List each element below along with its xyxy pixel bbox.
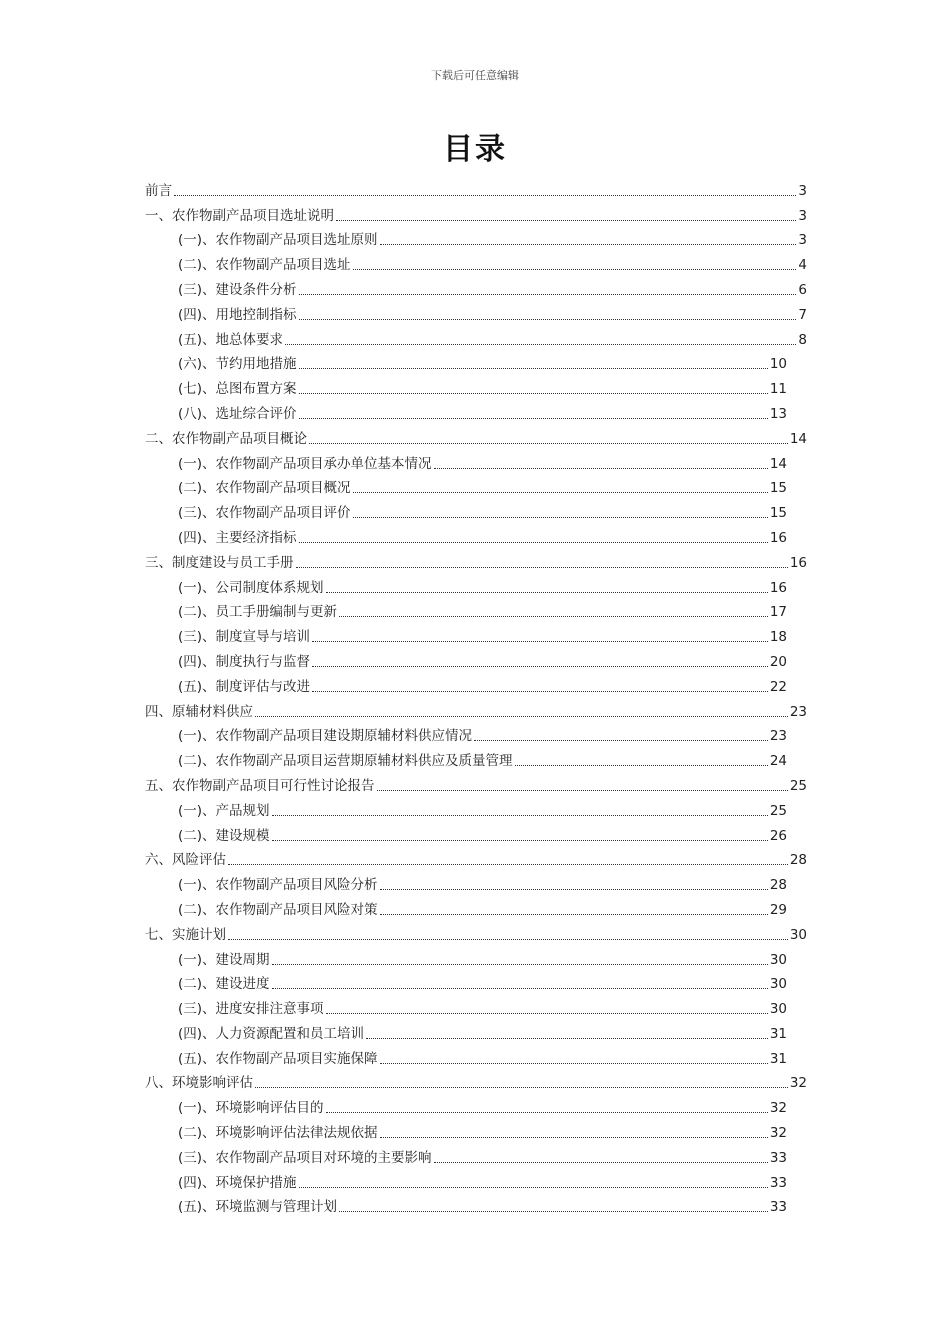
toc-entry-label: (六)、节约用地措施 <box>178 356 297 373</box>
toc-leader-dots <box>272 815 768 816</box>
toc-entry-label: 七、实施计划 <box>145 926 226 943</box>
toc-entry[interactable] <box>145 646 807 671</box>
toc-entry[interactable] <box>145 894 807 919</box>
toc-entry-page: 26 <box>769 827 787 844</box>
toc-entry-page: 3 <box>798 207 807 224</box>
toc-entry-page: 25 <box>769 802 787 819</box>
toc-entry-label: (三)、进度安排注意事项 <box>178 1001 324 1018</box>
toc-entry[interactable] <box>145 919 807 944</box>
toc-entry-page: 18 <box>769 629 787 646</box>
toc-entry[interactable] <box>145 200 807 225</box>
toc-leader-dots <box>377 790 788 791</box>
toc-leader-dots <box>272 988 768 989</box>
toc-entry-label: (五)、农作物副产品项目实施保障 <box>178 1050 378 1067</box>
toc-entry[interactable] <box>145 1117 807 1142</box>
toc-entry[interactable] <box>145 473 807 498</box>
toc-entry[interactable] <box>145 299 807 324</box>
toc-entry-label: (一)、农作物副产品项目承办单位基本情况 <box>178 455 432 472</box>
toc-entry-label: (二)、农作物副产品项目运营期原辅材料供应及质量管理 <box>178 753 513 770</box>
toc-entry-page: 30 <box>769 951 787 968</box>
toc-leader-dots <box>255 716 788 717</box>
toc-leader-dots <box>353 269 797 270</box>
toc-entry[interactable] <box>145 1043 807 1068</box>
toc-entry-page: 7 <box>798 306 807 323</box>
toc-entry-page: 3 <box>798 182 807 199</box>
toc-entry-page: 11 <box>769 381 787 398</box>
toc-entry[interactable] <box>145 795 807 820</box>
toc-leader-dots <box>312 641 768 642</box>
toc-entry-label: (四)、环境保护措施 <box>178 1174 297 1191</box>
toc-entry-label: 前言 <box>145 182 172 199</box>
toc-entry-page: 31 <box>769 1050 787 1067</box>
toc-entry-label: (四)、用地控制指标 <box>178 306 297 323</box>
toc-leader-dots <box>339 1211 768 1212</box>
toc-entry[interactable] <box>145 770 807 795</box>
toc-entry-label: (四)、主要经济指标 <box>178 529 297 546</box>
toc-leader-dots <box>285 344 796 345</box>
toc-entry-label: (二)、农作物副产品项目选址 <box>178 257 351 274</box>
toc-entry[interactable] <box>145 696 807 721</box>
toc-leader-dots <box>228 939 788 940</box>
toc-entry[interactable] <box>145 274 807 299</box>
toc-entry-page: 30 <box>789 926 807 943</box>
toc-entry-page: 17 <box>769 604 787 621</box>
toc-leader-dots <box>228 864 788 865</box>
toc-leader-dots <box>326 1013 768 1014</box>
toc-leader-dots <box>272 840 768 841</box>
toc-entry[interactable] <box>145 249 807 274</box>
toc-entry-label: 四、原辅材料供应 <box>145 703 253 720</box>
toc-entry-page: 31 <box>769 1025 787 1042</box>
toc-entry[interactable] <box>145 721 807 746</box>
toc-entry[interactable] <box>145 1018 807 1043</box>
toc-leader-dots <box>366 1038 768 1039</box>
toc-entry[interactable] <box>145 448 807 473</box>
toc-leader-dots <box>299 1187 768 1188</box>
toc-leader-dots <box>380 1137 768 1138</box>
toc-entry-page: 15 <box>769 480 787 497</box>
toc-leader-dots <box>515 765 768 766</box>
toc-entry-label: 二、农作物副产品项目概论 <box>145 430 307 447</box>
toc-entry-label: (一)、农作物副产品项目选址原则 <box>178 232 378 249</box>
toc-leader-dots <box>299 542 768 543</box>
toc-entry-label: (三)、农作物副产品项目评价 <box>178 505 351 522</box>
toc-entry-label: (五)、环境监测与管理计划 <box>178 1199 338 1216</box>
toc-entry-page: 13 <box>769 405 787 422</box>
toc-leader-dots <box>353 492 768 493</box>
toc-entry[interactable] <box>145 522 807 547</box>
toc-title: 目录 <box>443 132 507 167</box>
toc-entry-label: 八、环境影响评估 <box>145 1075 253 1092</box>
header-note: 下载后可任意编辑 <box>431 69 519 82</box>
toc-leader-dots <box>299 319 797 320</box>
toc-entry-page: 33 <box>769 1149 787 1166</box>
toc-entry[interactable] <box>145 349 807 374</box>
toc-leader-dots <box>380 1063 768 1064</box>
toc-entry[interactable] <box>145 621 807 646</box>
toc-entry-page: 29 <box>769 901 787 918</box>
toc-entry-page: 24 <box>769 753 787 770</box>
toc-entry[interactable] <box>145 944 807 969</box>
toc-entry[interactable] <box>145 597 807 622</box>
toc-entry[interactable] <box>145 969 807 994</box>
toc-entry[interactable] <box>145 324 807 349</box>
toc-entry[interactable] <box>145 1092 807 1117</box>
toc-entry-label: (一)、环境影响评估目的 <box>178 1100 324 1117</box>
toc-entry-page: 16 <box>789 554 807 571</box>
toc-leader-dots <box>174 195 796 196</box>
toc-entry-page: 4 <box>798 257 807 274</box>
toc-entry-label: (二)、环境影响评估法律法规依据 <box>178 1125 378 1142</box>
toc-entry[interactable] <box>145 497 807 522</box>
toc-leader-dots <box>474 740 768 741</box>
toc-leader-dots <box>326 592 768 593</box>
toc-entry[interactable] <box>145 398 807 423</box>
toc-entry-page: 28 <box>789 852 807 869</box>
toc-entry-page: 14 <box>769 455 787 472</box>
toc-entry[interactable] <box>145 373 807 398</box>
toc-entry-label: (一)、建设周期 <box>178 951 270 968</box>
toc-entry-label: (二)、员工手册编制与更新 <box>178 604 338 621</box>
toc-entry-page: 30 <box>769 976 787 993</box>
toc-entry[interactable] <box>145 671 807 696</box>
toc-leader-dots <box>312 666 768 667</box>
toc-entry-page: 33 <box>769 1199 787 1216</box>
toc-entry-page: 32 <box>789 1075 807 1092</box>
toc-entry-page: 14 <box>789 430 807 447</box>
toc-entry-page: 32 <box>769 1100 787 1117</box>
toc-entry[interactable] <box>145 1167 807 1192</box>
toc-entry-page: 22 <box>769 678 787 695</box>
toc-entry[interactable] <box>145 993 807 1018</box>
toc-leader-dots <box>299 393 768 394</box>
toc-entry-page: 33 <box>769 1174 787 1191</box>
toc-entry-page: 20 <box>769 653 787 670</box>
toc-entry-label: (二)、建设进度 <box>178 976 270 993</box>
toc-entry-label: (二)、农作物副产品项目风险对策 <box>178 901 378 918</box>
toc-entry-page: 6 <box>798 281 807 298</box>
toc-entry-page: 3 <box>798 232 807 249</box>
toc-entry-label: (八)、选址综合评价 <box>178 405 297 422</box>
toc-entry[interactable] <box>145 869 807 894</box>
toc-entry-page: 32 <box>769 1125 787 1142</box>
toc-entry-label: (三)、建设条件分析 <box>178 281 297 298</box>
toc-entry[interactable] <box>145 547 807 572</box>
toc-leader-dots <box>299 418 768 419</box>
toc-entry-page: 8 <box>798 331 807 348</box>
toc-leader-dots <box>380 889 768 890</box>
toc-entry[interactable] <box>145 175 807 200</box>
toc-leader-dots <box>326 1112 768 1113</box>
toc-entry[interactable] <box>145 1192 807 1217</box>
toc-leader-dots <box>336 220 796 221</box>
toc-leader-dots <box>309 443 788 444</box>
toc-entry[interactable] <box>145 572 807 597</box>
toc-entry-page: 15 <box>769 505 787 522</box>
toc-leader-dots <box>380 914 768 915</box>
toc-entry-label: (七)、总图布置方案 <box>178 381 297 398</box>
toc-entry-label: (四)、制度执行与监督 <box>178 653 311 670</box>
toc-entry[interactable] <box>145 845 807 870</box>
toc-entry-label: 三、制度建设与员工手册 <box>145 554 294 571</box>
toc-entry[interactable] <box>145 745 807 770</box>
toc-entry-label: (一)、产品规划 <box>178 802 270 819</box>
toc-entry-label: (三)、农作物副产品项目对环境的主要影响 <box>178 1149 432 1166</box>
toc-entry-page: 23 <box>789 703 807 720</box>
toc-entry-page: 16 <box>769 529 787 546</box>
toc-entry-page: 25 <box>789 777 807 794</box>
toc-entry-label: (四)、人力资源配置和员工培训 <box>178 1025 365 1042</box>
toc-leader-dots <box>255 1087 788 1088</box>
toc-entry-label: (一)、农作物副产品项目风险分析 <box>178 877 378 894</box>
toc-leader-dots <box>434 468 768 469</box>
toc-entry[interactable] <box>145 423 807 448</box>
toc-entry-page: 30 <box>769 1001 787 1018</box>
toc-entry-label: (一)、公司制度体系规划 <box>178 579 324 596</box>
toc-entry[interactable] <box>145 1142 807 1167</box>
toc-entry-label: 六、风险评估 <box>145 852 226 869</box>
toc-entry-label: (五)、地总体要求 <box>178 331 284 348</box>
toc-entry-page: 16 <box>769 579 787 596</box>
toc-entry-label: (一)、农作物副产品项目建设期原辅材料供应情况 <box>178 728 473 745</box>
toc-leader-dots <box>353 517 768 518</box>
toc-entry-label: (二)、建设规模 <box>178 827 270 844</box>
toc-leader-dots <box>299 294 797 295</box>
toc-entry[interactable] <box>145 225 807 250</box>
toc-entry-label: (二)、农作物副产品项目概况 <box>178 480 351 497</box>
toc-entry-page: 28 <box>769 877 787 894</box>
toc-entry-label: (五)、制度评估与改进 <box>178 678 311 695</box>
toc-leader-dots <box>434 1162 768 1163</box>
toc-leader-dots <box>296 567 788 568</box>
toc-entry[interactable] <box>145 1068 807 1093</box>
toc-entry-label: (三)、制度宣导与培训 <box>178 629 311 646</box>
toc-leader-dots <box>339 616 768 617</box>
toc-leader-dots <box>272 964 768 965</box>
toc-leader-dots <box>380 244 797 245</box>
table-of-contents <box>145 175 807 1216</box>
toc-leader-dots <box>312 691 768 692</box>
toc-entry-page: 10 <box>769 356 787 373</box>
toc-entry-page: 23 <box>769 728 787 745</box>
toc-entry-label: 五、农作物副产品项目可行性讨论报告 <box>145 777 375 794</box>
toc-leader-dots <box>299 368 768 369</box>
toc-entry[interactable] <box>145 820 807 845</box>
toc-entry-label: 一、农作物副产品项目选址说明 <box>145 207 334 224</box>
